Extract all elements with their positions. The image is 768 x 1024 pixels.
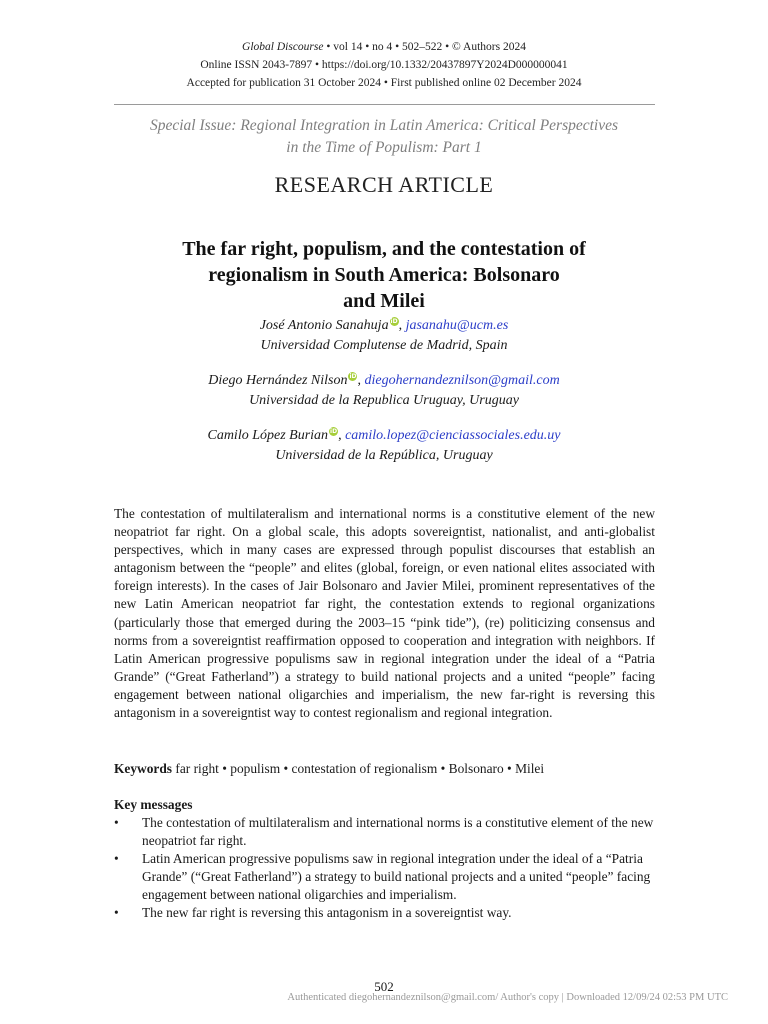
keywords-label: Keywords	[114, 761, 173, 776]
header-divider	[114, 104, 655, 105]
authentication-footer: Authenticated diegohernandeznilson@gmail.com/ Author's copy | Downloaded 12/09/24 02:53 PM UTC	[287, 992, 728, 1003]
author-2: Diego Hernández Nilson iD, diegohernandeznilson@gmail.com	[208, 373, 560, 388]
article-title-line-3: and Milei	[343, 290, 425, 312]
author-2-affiliation: Universidad de la Republica Uruguay, Uruguay	[249, 393, 519, 408]
key-messages-list	[114, 814, 659, 922]
author-name: José Antonio Sanahuja	[259, 318, 389, 333]
abstract: The contestation of multilateralism and international norms is a constitutive element of the new neopatriot far right. On a global scale, this adopts sovereigntist, nationalist, and anti-globalist perspectives, which in many cases are expressed through populist discourses that establish an antagonism between the “people” and elites (global, foreign, or even national elites associated with foreign interests). In the cases of Jair Bolsonaro and Javier Milei, prominent representatives of the new Latin American neopatriot far right, the contestation extends to regional organizations (particularly those that emerged during the 2003–15 “pink tide”), (re) politicizing consensus and norms from a sovereigntist reaffirmation opposed to cooperation and integration with neighbors. If Latin American progressive populisms saw in regional integration under the ideal of a “Patria Grande” (“Great Fatherland”) a strategy to build national projects and a united “people” facing engagement between national oligarchies and imperialism, the new far-right is reversing this antagonism in a sovereigntist way to contest regionalism and regional integration.	[114, 506, 655, 721]
author-1: José Antonio Sanahuja iD, jasanahu@ucm.es	[259, 318, 509, 333]
publication-dates: Accepted for publication 31 October 2024 • First published online 02 December 2024	[186, 77, 582, 89]
keywords-list: far right • populism • contestation of regionalism • Bolsonaro • Milei	[172, 761, 545, 776]
author-3: Camilo López Burian iD, camilo.lopez@cienciassociales.edu.uy	[207, 428, 561, 443]
author-email-link[interactable]: jasanahu@ucm.es	[405, 318, 509, 333]
special-issue-line-2: in the Time of Populism: Part 1	[286, 139, 482, 156]
issn-doi-line: Online ISSN 2043-7897 • https://doi.org/10.1332/20437897Y2024D000000041	[200, 59, 568, 71]
list-item: • The contestation of multilateralism and international norms is a constitutive element of the new neopatriot far right.	[114, 815, 654, 848]
journal-meta	[0, 40, 768, 56]
journal-volume-info: • vol 14 • no 4 • 502–522 • © Authors 2024	[323, 41, 526, 53]
list-item: • Latin American progressive populisms saw in regional integration under the ideal of a “Patria Grande” (“Great Fatherland”) a strategy to build national projects and a united “people” facing engagement between national oligarchies and imperialism.	[114, 851, 651, 902]
bullet: •	[114, 905, 119, 920]
article-title-line-2: regionalism in South America: Bolsonaro	[208, 264, 560, 286]
special-issue-line-1: Special Issue: Regional Integration in Latin America: Critical Perspectives	[149, 117, 619, 134]
key-messages-heading: Key messages	[114, 797, 193, 812]
page-number: 502	[374, 979, 394, 994]
orcid-icon[interactable]: iD	[390, 318, 398, 326]
author-name: Diego Hernández Nilson	[208, 373, 348, 388]
orcid-icon[interactable]: iD	[330, 428, 338, 436]
journal-name: Global Discourse	[242, 41, 324, 53]
keywords	[114, 760, 674, 778]
author-email-link[interactable]: camilo.lopez@cienciassociales.edu.uy	[345, 428, 561, 443]
bullet: •	[114, 815, 119, 830]
orcid-icon[interactable]: iD	[349, 373, 357, 381]
list-item: • The new far right is reversing this antagonism in a sovereigntist way.	[114, 905, 512, 920]
article-title-line-1: The far right, populism, and the contestation of	[182, 238, 586, 260]
author-email-link[interactable]: diegohernandeznilson@gmail.com	[364, 373, 560, 388]
author-name: Camilo López Burian	[207, 428, 329, 443]
bullet: •	[114, 851, 119, 866]
article-type: RESEARCH ARTICLE	[274, 172, 494, 197]
author-3-affiliation: Universidad de la República, Uruguay	[275, 448, 493, 463]
author-1-affiliation: Universidad Complutense de Madrid, Spain	[260, 338, 508, 353]
